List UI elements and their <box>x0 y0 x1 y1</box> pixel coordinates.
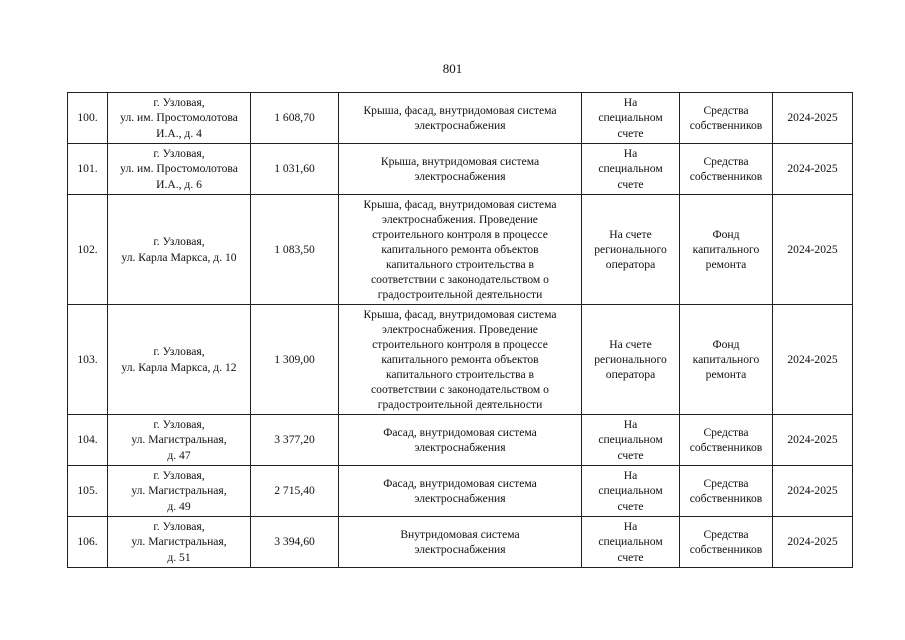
funding-source-cell <box>680 195 773 305</box>
works-line: электроснабжения <box>414 119 506 132</box>
funding-source-line: Фонд <box>712 227 740 241</box>
funding-source-cell <box>680 305 773 415</box>
funding-source-cell <box>680 93 773 144</box>
funding-source-line: капитального <box>692 242 760 256</box>
area-cell: 3 377,20 <box>251 415 339 466</box>
address-line: ул. Магистральная, <box>131 433 227 447</box>
account-type-line: счете <box>617 499 644 513</box>
funding-source-line: Средства <box>703 103 749 117</box>
area-cell: 1 309,00 <box>251 305 339 415</box>
works-line: электроснабжения. Проведение <box>382 322 538 336</box>
address-cell <box>108 93 251 144</box>
works-line: градостроительной деятельности <box>377 288 543 302</box>
address-line: г. Узловая, <box>153 235 205 249</box>
address-line: г. Узловая, <box>153 418 205 432</box>
works-line: Крыша, фасад, внутридомовая система <box>363 103 557 117</box>
period-cell: 2024-2025 <box>773 415 853 466</box>
works-cell <box>339 144 582 195</box>
area-cell: 1 031,60 <box>251 144 339 195</box>
account-type-line: счете <box>617 126 644 140</box>
account-type-line: На <box>623 520 638 534</box>
works-line: электроснабжения <box>414 492 506 505</box>
account-type-line: На <box>623 147 638 161</box>
funding-source-line: собственников <box>689 119 763 132</box>
funding-source-line: капитального <box>692 352 760 366</box>
row-number-cell: 100. <box>68 93 108 144</box>
account-type-line: На <box>623 469 638 483</box>
account-type-line: На <box>623 96 638 110</box>
address-cell <box>108 517 251 568</box>
address-line: д. 47 <box>167 448 191 462</box>
works-line: капитального строительства в <box>385 368 535 382</box>
works-line: Крыша, фасад, внутридомовая система <box>363 307 557 321</box>
row-number-cell: 104. <box>68 415 108 466</box>
funding-source-cell <box>680 144 773 195</box>
account-type-line: регионального <box>594 242 667 256</box>
row-number-cell: 101. <box>68 144 108 195</box>
works-line: электроснабжения <box>414 441 506 454</box>
period-cell: 2024-2025 <box>773 305 853 415</box>
works-line: Крыша, фасад, внутридомовая система <box>363 197 557 211</box>
account-type-line: На счете <box>609 337 652 351</box>
address-line: д. 49 <box>167 499 191 513</box>
account-type-cell <box>582 144 680 195</box>
page-number: 801 <box>442 61 463 76</box>
works-line: строительного контроля в процессе <box>372 227 548 241</box>
works-cell <box>339 195 582 305</box>
address-cell <box>108 466 251 517</box>
account-type-line: счете <box>617 177 644 191</box>
account-type-line: специальном <box>598 433 663 447</box>
address-line: г. Узловая, <box>153 345 205 359</box>
table-row <box>68 517 853 568</box>
account-type-line: оператора <box>605 368 656 382</box>
account-type-cell <box>582 415 680 466</box>
works-line: соответствии с законодательством о <box>371 383 549 397</box>
account-type-line: специальном <box>598 162 663 176</box>
period-cell: 2024-2025 <box>773 195 853 305</box>
works-cell <box>339 415 582 466</box>
funding-source-line: собственников <box>689 543 763 556</box>
area-cell: 1 083,50 <box>251 195 339 305</box>
housing-register-table <box>67 92 853 568</box>
address-line: ул. Карла Маркса, д. 10 <box>121 250 237 264</box>
account-type-line: счете <box>617 448 644 462</box>
address-cell <box>108 415 251 466</box>
works-line: капитального ремонта объектов <box>381 242 539 256</box>
address-cell <box>108 195 251 305</box>
account-type-line: специальном <box>598 535 663 549</box>
period-cell: 2024-2025 <box>773 466 853 517</box>
address-line: ул. Карла Маркса, д. 12 <box>121 360 237 374</box>
area-cell: 2 715,40 <box>251 466 339 517</box>
funding-source-line: ремонта <box>705 258 747 272</box>
row-number-cell: 102. <box>68 195 108 305</box>
address-line: И.А., д. 4 <box>156 126 202 140</box>
account-type-cell <box>582 305 680 415</box>
row-number-cell: 103. <box>68 305 108 415</box>
account-type-cell <box>582 195 680 305</box>
works-line: капитального строительства в <box>385 258 535 272</box>
table-row <box>68 93 853 144</box>
works-line: соответствии с законодательством о <box>371 273 549 287</box>
area-cell: 3 394,60 <box>251 517 339 568</box>
address-line: г. Узловая, <box>153 96 205 110</box>
table-row <box>68 466 853 517</box>
account-type-line: счете <box>617 550 644 564</box>
works-line: строительного контроля в процессе <box>372 337 548 351</box>
address-line: г. Узловая, <box>153 520 205 534</box>
address-line: ул. им. Простомолотова <box>120 162 238 176</box>
account-type-cell <box>582 517 680 568</box>
table-row <box>68 305 853 415</box>
works-cell <box>339 305 582 415</box>
address-line: ул. им. Простомолотова <box>120 111 238 125</box>
account-type-cell <box>582 93 680 144</box>
works-line: Внутридомовая система <box>400 527 520 541</box>
address-cell <box>108 144 251 195</box>
funding-source-line: собственников <box>689 492 763 505</box>
account-type-line: специальном <box>598 111 663 125</box>
address-line: И.А., д. 6 <box>156 177 202 191</box>
funding-source-line: ремонта <box>705 368 747 382</box>
account-type-line: На счете <box>609 227 652 241</box>
address-line: г. Узловая, <box>153 469 205 483</box>
address-line: д. 51 <box>167 550 191 564</box>
works-line: Крыша, внутридомовая система <box>380 154 540 168</box>
row-number-cell: 105. <box>68 466 108 517</box>
address-line: ул. Магистральная, <box>131 535 227 549</box>
works-cell <box>339 93 582 144</box>
area-cell: 1 608,70 <box>251 93 339 144</box>
table-row <box>68 415 853 466</box>
funding-source-line: Средства <box>703 527 749 541</box>
account-type-line: оператора <box>605 258 656 272</box>
funding-source-line: собственников <box>689 441 763 454</box>
funding-source-cell <box>680 466 773 517</box>
table-row <box>68 195 853 305</box>
works-line: электроснабжения <box>414 543 506 556</box>
works-line: электроснабжения. Проведение <box>382 212 538 226</box>
funding-source-cell <box>680 415 773 466</box>
funding-source-line: Средства <box>703 476 749 490</box>
account-type-line: На <box>623 418 638 432</box>
period-cell: 2024-2025 <box>773 93 853 144</box>
works-line: Фасад, внутридомовая система <box>383 476 537 490</box>
row-number-cell: 106. <box>68 517 108 568</box>
address-line: г. Узловая, <box>153 147 205 161</box>
funding-source-cell <box>680 517 773 568</box>
funding-source-line: собственников <box>689 170 763 183</box>
works-line: капитального ремонта объектов <box>381 352 539 366</box>
works-line: градостроительной деятельности <box>377 398 543 412</box>
works-line: Фасад, внутридомовая система <box>383 425 537 439</box>
works-cell <box>339 517 582 568</box>
address-line: ул. Магистральная, <box>131 484 227 498</box>
period-cell: 2024-2025 <box>773 517 853 568</box>
account-type-line: регионального <box>594 352 667 366</box>
period-cell: 2024-2025 <box>773 144 853 195</box>
funding-source-line: Средства <box>703 425 749 439</box>
works-line: электроснабжения <box>414 170 506 183</box>
funding-source-line: Средства <box>703 154 749 168</box>
funding-source-line: Фонд <box>712 337 740 351</box>
works-cell <box>339 466 582 517</box>
table-row <box>68 144 853 195</box>
account-type-cell <box>582 466 680 517</box>
address-cell <box>108 305 251 415</box>
account-type-line: специальном <box>598 484 663 498</box>
